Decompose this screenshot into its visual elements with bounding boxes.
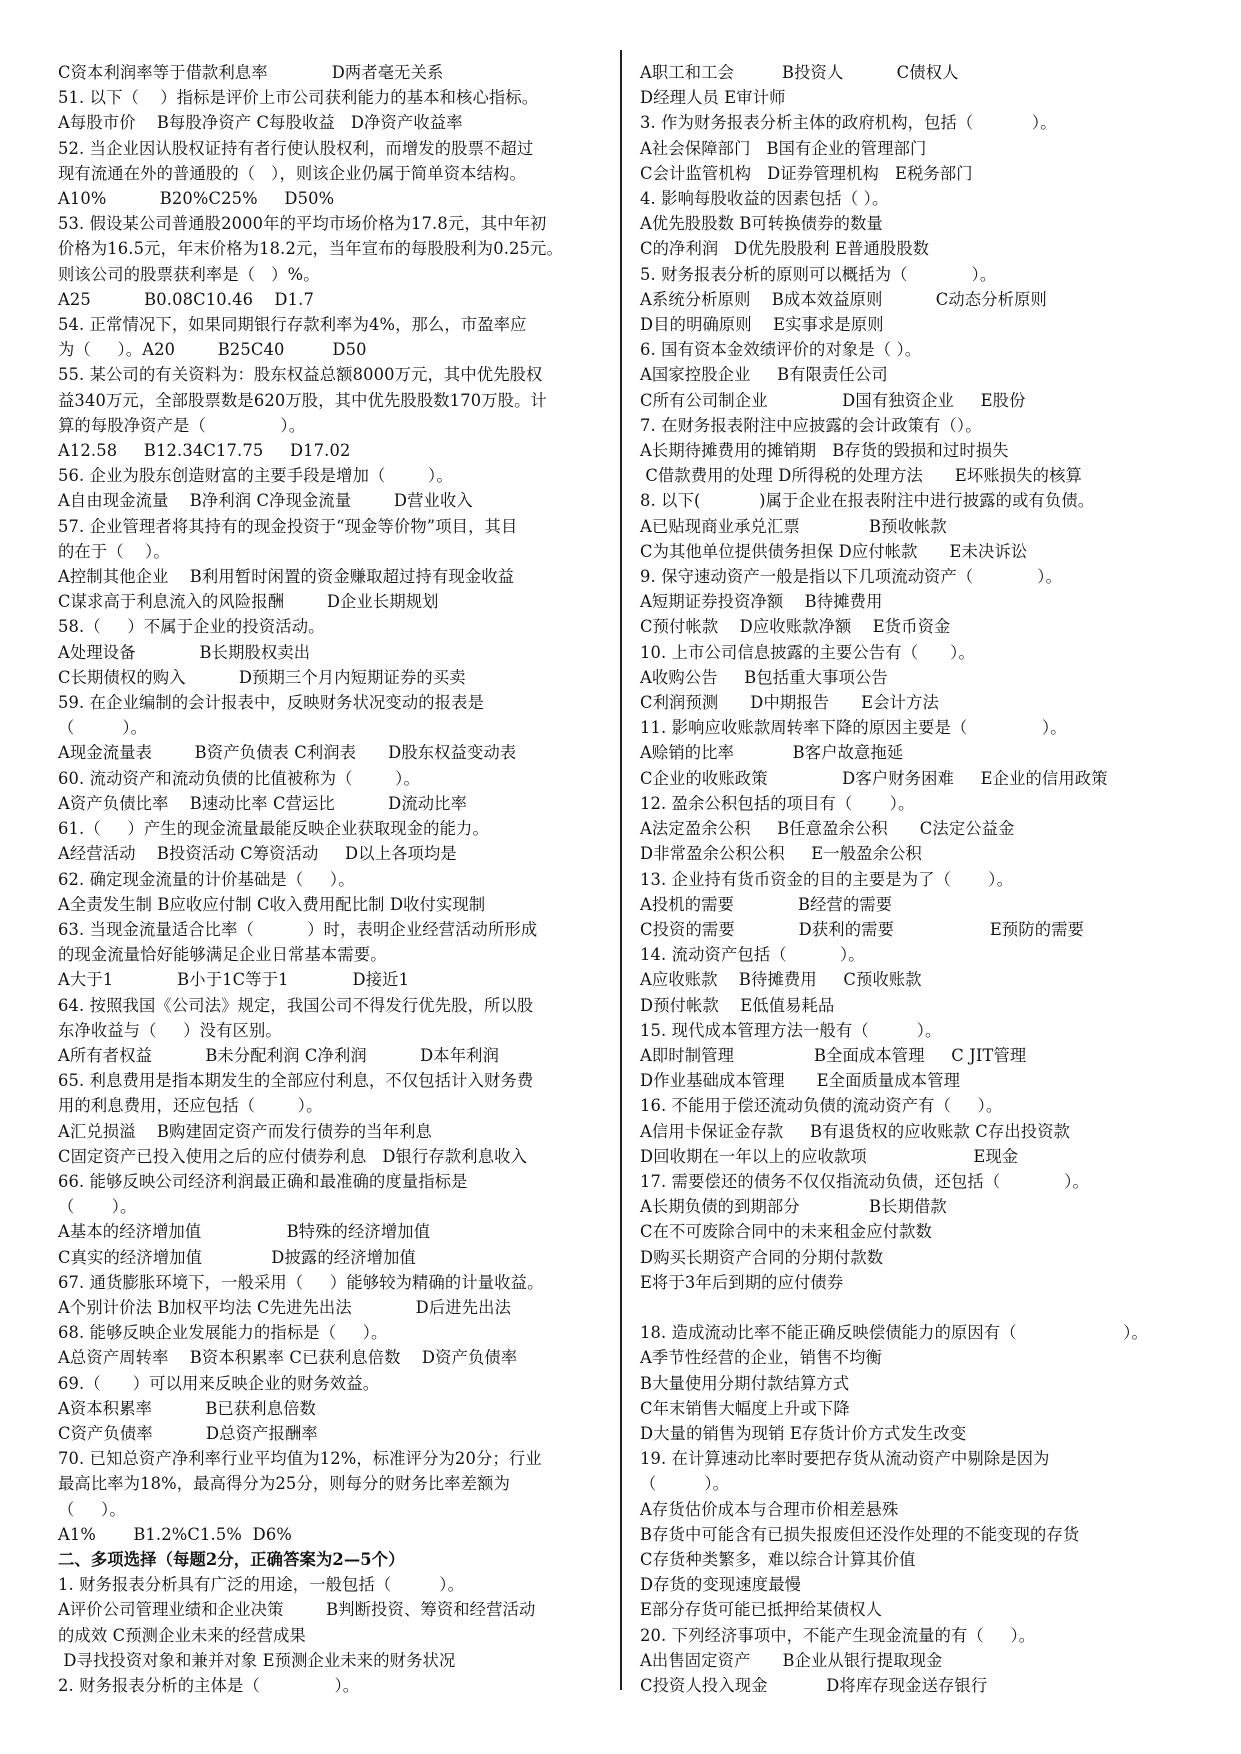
text-line: C企业的收账政策 D客户财务困难 E企业的信用政策 [640, 768, 1108, 788]
text-line: 20. 下列经济事项中，不能产生现金流量的有（ ）。 [640, 1625, 1036, 1645]
text-line: A长期负债的到期部分 B长期借款 [640, 1197, 947, 1217]
text-line: 51. 以下（ ）指标是评价上市公司获利能力的基本和核心指标。 [58, 88, 539, 108]
text-line: 的现金流量恰好能够满足企业日常基本需要。 [58, 945, 387, 965]
text-line: （ ）。 [640, 1474, 730, 1494]
text-line: （ ）。 [58, 1499, 126, 1519]
text-line: 17. 需要偿还的债务不仅仅指流动负债，还包括（ ）。 [640, 1171, 1089, 1191]
text-line: 56. 企业为股东创造财富的主要手段是增加（ ）。 [58, 466, 453, 486]
text-line: A全责发生制 B应收应付制 C收入费用配比制 D收付实现制 [58, 894, 486, 914]
text-line: 价格为16.5元，年末价格为18.2元，当年宣布的每股股利为0.25元。 [58, 239, 563, 259]
text-line: D作业基础成本管理 E全面质量成本管理 [640, 1071, 961, 1091]
text-line: C利润预测 D中期报告 E会计方法 [640, 693, 939, 713]
text-line: A存货估价成本与合理市价相差悬殊 [640, 1499, 899, 1519]
text-line: 则该公司的股票获利率是（ ）%。 [58, 264, 320, 284]
text-line: 用的利息费用，还应包括（ ）。 [58, 1096, 323, 1116]
text-line: 的成效 C预测企业未来的经营成果 [58, 1625, 306, 1645]
text-line: 59. 在企业编制的会计报表中，反映财务状况变动的报表是 [58, 693, 485, 713]
text-line: A资产负债比率 B速动比率 C营运比 D流动比率 [58, 793, 468, 813]
text-line: A个别计价法 B加权平均法 C先进先出法 D后进先出法 [58, 1297, 512, 1317]
text-line: 东净收益与（ ）没有区别。 [58, 1020, 282, 1040]
text-line: C的净利润 D优先股股利 E普通股股数 [640, 239, 930, 259]
text-line: D存货的变现速度最慢 [640, 1575, 802, 1595]
text-line: 66. 能够反映公司经济利润最正确和最准确的度量指标是 [58, 1171, 468, 1191]
text-line: 益340万元，全部股票数是620万股，其中优先股股数170万股。计 [58, 390, 547, 410]
text-line: 68. 能够反映企业发展能力的指标是（ ）。 [58, 1323, 388, 1343]
text-line: A10% B20%C25% D50% [58, 189, 335, 209]
text-line: A控制其他企业 B利用暂时闲置的资金赚取超过持有现金收益 [58, 567, 515, 587]
text-line: D购买长期资产合同的分期付款数 [640, 1247, 884, 1267]
text-line: 2. 财务报表分析的主体是（ ）。 [58, 1676, 360, 1695]
text-line: 15. 现代成本管理方法一般有（ ）。 [640, 1020, 942, 1040]
text-line: C谋求高于利息流入的风险报酬 D企业长期规划 [58, 592, 439, 612]
text-line: 6. 国有资本金效绩评价的对象是（ ）。 [640, 340, 922, 360]
text-line: 1. 财务报表分析具有广泛的用途，一般包括（ ）。 [58, 1575, 465, 1595]
text-line: A投机的需要 B经营的需要 [640, 894, 893, 914]
text-line: 63. 当现金流量适合比率（ ）时，表明企业经营活动所形成 [58, 919, 538, 939]
text-line: 5. 财务报表分析的原则可以概括为（ ）。 [640, 264, 997, 284]
text-line: A收购公告 B包括重大事项公告 [640, 667, 888, 687]
text-line: 11. 影响应收账款周转率下降的原因主要是（ ）。 [640, 718, 1067, 738]
text-line: 16. 不能用于偿还流动负债的流动资产有（ ）。 [640, 1096, 1003, 1116]
text-line: 18. 造成流动比率不能正确反映偿债能力的原因有（ ）。 [640, 1323, 1148, 1343]
text-line: C借款费用的处理 D所得税的处理方法 E坏账损失的核算 [640, 466, 1082, 486]
text-line: D寻找投资对象和兼并对象 E预测企业未来的财务状况 [58, 1650, 456, 1670]
text-line: A自由现金流量 B净利润 C净现金流量 D营业收入 [58, 491, 473, 511]
text-line: 4. 影响每股收益的因素包括（ ）。 [640, 189, 889, 209]
text-line: E将于3年后到期的应付债券 [640, 1272, 844, 1292]
text-line: A社会保障部门 B国有企业的管理部门 [640, 138, 927, 158]
text-line: 58.（ ）不属于企业的投资活动。 [58, 617, 325, 637]
text-line: D大量的销售为现销 E存货计价方式发生改变 [640, 1423, 967, 1443]
text-line: A系统分析原则 B成本效益原则 C动态分析原则 [640, 289, 1047, 309]
text-line: A处理设备 B长期股权卖出 [58, 642, 311, 662]
text-line: 54. 正常情况下，如果同期银行存款利率为4%，那么，市盈率应 [58, 315, 527, 335]
text-line: 12. 盈余公积包括的项目有（ ）。 [640, 793, 915, 813]
text-line: A评价公司管理业绩和企业决策 B判断投资、筹资和经营活动 [58, 1600, 536, 1620]
text-line: A经营活动 B投资活动 C筹资活动 D以上各项均是 [58, 844, 457, 864]
left-column [58, 60, 610, 1698]
text-line: D经理人员 E审计师 [640, 88, 786, 108]
column-divider [620, 50, 622, 1690]
text-line: C真实的经济增加值 D披露的经济增加值 [58, 1247, 416, 1267]
text-line: A赊销的比率 B客户故意拖延 [640, 743, 904, 763]
text-line: B大量使用分期付款结算方式 [640, 1373, 850, 1393]
text-line: 8. 以下( )属于企业在报表附注中进行披露的或有负债。 [640, 491, 1095, 511]
text-line: 算的每股净资产是（ ）。 [58, 415, 306, 435]
text-line: E部分存货可能已抵押给某债权人 [640, 1600, 883, 1620]
text-line: C预付帐款 D应收账款净额 E货币资金 [640, 617, 951, 637]
text-line: A短期证券投资净额 B待摊费用 [640, 592, 883, 612]
text-line: A法定盈余公积 B任意盈余公积 C法定公益金 [640, 819, 1015, 839]
text-line: 10. 上市公司信息披露的主要公告有（ ）。 [640, 642, 975, 662]
text-line: 64. 按照我国《公司法》规定，我国公司不得发行优先股，所以股 [58, 995, 534, 1015]
text-line: A已贴现商业承兑汇票 B预收帐款 [640, 516, 947, 536]
text-line: C存货种类繁多，难以综合计算其价值 [640, 1549, 916, 1569]
text-line: C为其他单位提供债务担保 D应付帐款 E未决诉讼 [640, 541, 1028, 561]
text-line: 的在于（ ）。 [58, 541, 170, 561]
text-line: 65. 利息费用是指本期发生的全部应付利息，不仅包括计入财务费 [58, 1071, 534, 1091]
text-line: 67. 通货膨胀环境下，一般采用（ ）能够较为精确的计量收益。 [58, 1272, 544, 1292]
text-line: A季节性经营的企业，销售不均衡 [640, 1348, 882, 1368]
text-line: C固定资产已投入使用之后的应付债券利息 D银行存款利息收入 [58, 1146, 528, 1166]
text-line: A应收账款 B待摊费用 C预收账款 [640, 970, 922, 990]
text-line: 57. 企业管理者将其持有的现金投资于“现金等价物”项目，其目 [58, 516, 518, 536]
text-line: D非常盈余公积公积 E一般盈余公积 [640, 844, 922, 864]
text-line: 3. 作为财务报表分析主体的政府机构，包括（ ）。 [640, 113, 1057, 133]
right-column [640, 60, 1200, 1698]
text-line: A12.58 B12.34C17.75 D17.02 [58, 441, 351, 461]
text-line: 19. 在计算速动比率时要把存货从流动资产中剔除是因为 [640, 1449, 1050, 1469]
text-line: C投资的需要 D获利的需要 E预防的需要 [640, 919, 1085, 939]
text-line: C长期债权的购入 D预期三个月内短期证券的买卖 [58, 667, 466, 687]
text-line: C投资人投入现金 D将库存现金送存银行 [640, 1675, 988, 1695]
text-line: 9. 保守速动资产一般是指以下几项流动资产（ ）。 [640, 567, 1062, 587]
text-line: A总资产周转率 B资本积累率 C已获利息倍数 D资产负债率 [58, 1348, 518, 1368]
text-line: D预付帐款 E低值易耗品 [640, 995, 835, 1015]
text-line: A25 B0.08C10.46 D1.7 [58, 289, 314, 309]
text-line: C所有公司制企业 D国有独资企业 E股份 [640, 390, 1026, 410]
text-line: A出售固定资产 B企业从银行提取现金 [640, 1650, 943, 1670]
text-line: 13. 企业持有货币资金的目的主要是为了（ ）。 [640, 869, 1013, 889]
text-line: A现金流量表 B资产负债表 C利润表 D股东权益变动表 [58, 743, 517, 763]
text-line: A信用卡保证金存款 B有退货权的应收账款 C存出投资款 [640, 1121, 1071, 1141]
text-line: A资本积累率 B已获利息倍数 [58, 1398, 317, 1418]
text-line: C在不可废除合同中的未来租金应付款数 [640, 1222, 932, 1242]
text-line: C资产负债率 D总资产报酬率 [58, 1423, 318, 1443]
text-line: A即时制管理 B全面成本管理 C JIT管理 [640, 1045, 1027, 1065]
text-line: D回收期在一年以上的应收款项 E现金 [640, 1146, 1019, 1166]
text-line: C会计监管机构 D证券管理机构 E税务部门 [640, 163, 973, 183]
text-line: 62. 确定现金流量的计价基础是（ ）。 [58, 869, 355, 889]
text-line: （ ）。 [58, 1197, 137, 1217]
text-line: A基本的经济增加值 B特殊的经济增加值 [58, 1222, 431, 1242]
text-line: 55. 某公司的有关资料为：股东权益总额8000万元，其中优先股权 [58, 365, 543, 385]
text-line: 60. 流动资产和流动负债的比值被称为（ ）。 [58, 768, 420, 788]
text-line: 52. 当企业因认股权证持有者行使认股权利，而增发的股票不超过 [58, 138, 534, 158]
text-line: A职工和工会 B投资人 C债权人 [640, 63, 959, 82]
text-line: 现有流通在外的普通股的（ ），则该企业仍属于简单资本结构。 [58, 163, 526, 183]
text-line: C年末销售大幅度上升或下降 [640, 1398, 850, 1418]
text-line [640, 1295, 1200, 1320]
text-line: D目的明确原则 E实事求是原则 [640, 315, 884, 335]
text-line: 70. 已知总资产净利率行业平均值为12%，标准评分为20分；行业 [58, 1449, 542, 1469]
text-line: A所有者权益 B未分配利润 C净利润 D本年利润 [58, 1045, 499, 1065]
text-line: A国家控股企业 B有限责任公司 [640, 365, 888, 385]
text-line: 最高比率为18%，最高得分为25分，则每分的财务比率差额为 [58, 1474, 511, 1494]
section-heading: 二、多项选择（每题2分，正确答案为2—5个） [58, 1549, 405, 1569]
text-line: A优先股股数 B可转换债券的数量 [640, 214, 883, 234]
text-line: 14. 流动资产包括（ ）。 [640, 945, 865, 965]
text-line: A大于1 B小于1C等于1 D接近1 [58, 970, 410, 990]
text-line: A汇兑损溢 B购建固定资产而发行债券的当年利息 [58, 1121, 432, 1141]
text-line: 69.（ ）可以用来反映企业的财务效益。 [58, 1373, 380, 1393]
text-line: 7. 在财务报表附注中应披露的会计政策有（）。 [640, 415, 982, 435]
text-line: A每股市价 B每股净资产 C每股收益 D净资产收益率 [58, 113, 463, 133]
text-line: A长期待摊费用的摊销期 B存货的毁损和过时损失 [640, 441, 1009, 461]
text-line: 为（ ）。A20 B25C40 D50 [58, 340, 367, 360]
text-line: C资本利润率等于借款利息率 D两者毫无关系 [58, 63, 444, 82]
text-line: （ ）。 [58, 718, 148, 738]
text-line: 61.（ ）产生的现金流量最能反映企业获取现金的能力。 [58, 819, 489, 839]
text-line: 53. 假设某公司普通股2000年的平均市场价格为17.8元，其中年初 [58, 214, 547, 234]
text-line: B存货中可能含有已损失报废但还没作处理的不能变现的存货 [640, 1524, 1080, 1544]
text-line: A1% B1.2%C1.5% D6% [58, 1524, 292, 1544]
